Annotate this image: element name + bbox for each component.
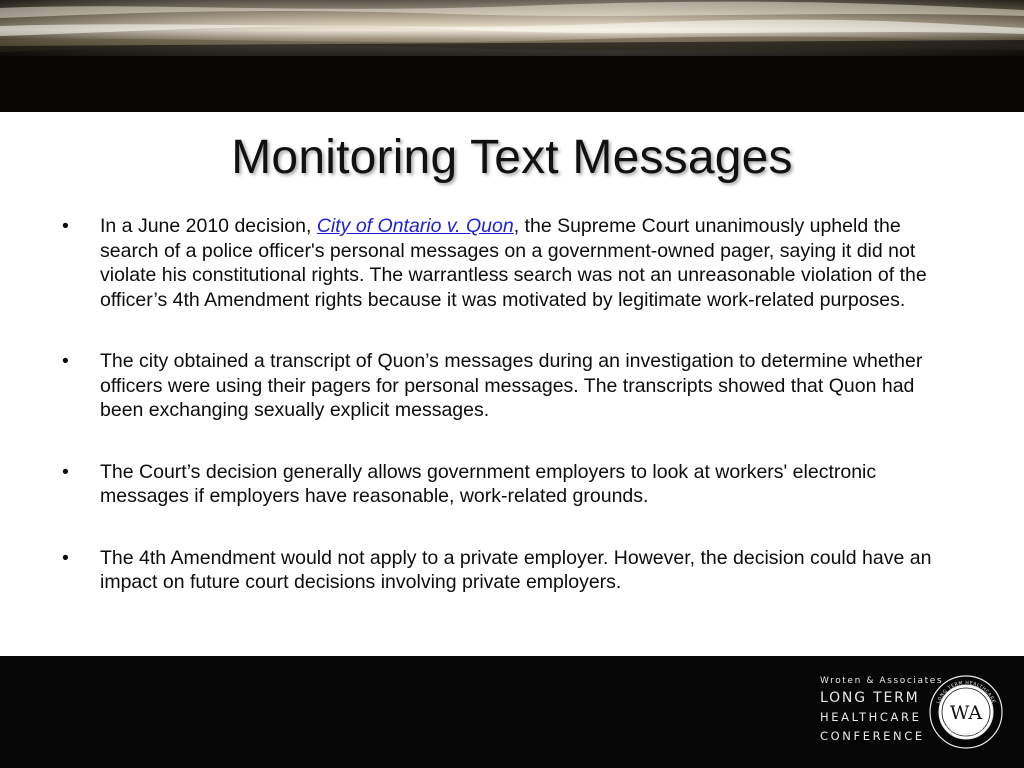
bullet-item-court-decision — [62, 460, 962, 509]
bullet-marker: • — [62, 460, 69, 483]
logo-line-conference: CONFERENCE — [820, 729, 925, 743]
bullet-item-transcript — [62, 349, 962, 423]
case-link-city-of-ontario-v-quon[interactable]: City of Ontario v. Quon — [316, 215, 514, 237]
bullet-marker: • — [62, 350, 69, 372]
bullet-list — [62, 214, 962, 632]
bullet-text: The Court’s decision generally allows government employers to look at workers' electronic messages if employers have reasonable, work-related grounds. — [100, 460, 877, 507]
svg-text:WA: WA — [949, 702, 983, 724]
bullet-item-private-employer — [62, 546, 962, 595]
slide-title: Monitoring Text Messages — [231, 131, 793, 184]
top-banner-image — [0, 0, 1024, 112]
svg-text:LONG TERM HEALTHCARE: LONG TERM HEALTHCARE — [936, 680, 996, 705]
conference-logo-text — [820, 674, 943, 746]
bullet-text-part: In a June 2010 decision, — [100, 215, 317, 237]
bullet-text-part: , the Supreme Court unanimously upheld the search of a police officer's personal messages on a government-owned pager, saying it did not violate his constitutional rights. The warrantless search was not an unreasonable violation of the officer’s 4th Amendment rights because it was motivated by legitimate work-related purposes. — [100, 215, 927, 311]
conference-seal-logo — [928, 674, 1004, 750]
bullet-marker: • — [62, 215, 69, 237]
logo-line-long-term: LONG TERM — [820, 690, 920, 706]
banner-texture — [0, 0, 1024, 112]
bullet-text: The city obtained a transcript of Quon’s messages during an investigation to determine whether officers were using their pagers for personal messages. The transcripts showed that Quon had been exchanging sexually explicit messages. — [100, 350, 923, 421]
bullet-text: The 4th Amendment would not apply to a private employer. However, the decision could have an impact on future court decisions involving private employers. — [100, 546, 932, 593]
logo-line-healthcare: HEALTHCARE — [820, 710, 922, 724]
bullet-item-quon-decision — [62, 214, 962, 312]
bullet-marker: • — [62, 546, 69, 569]
svg-text:CONFERENCE 2013: CONFERENCE 2013 — [941, 721, 991, 738]
logo-line-associates: Wroten & Associates — [820, 676, 944, 686]
